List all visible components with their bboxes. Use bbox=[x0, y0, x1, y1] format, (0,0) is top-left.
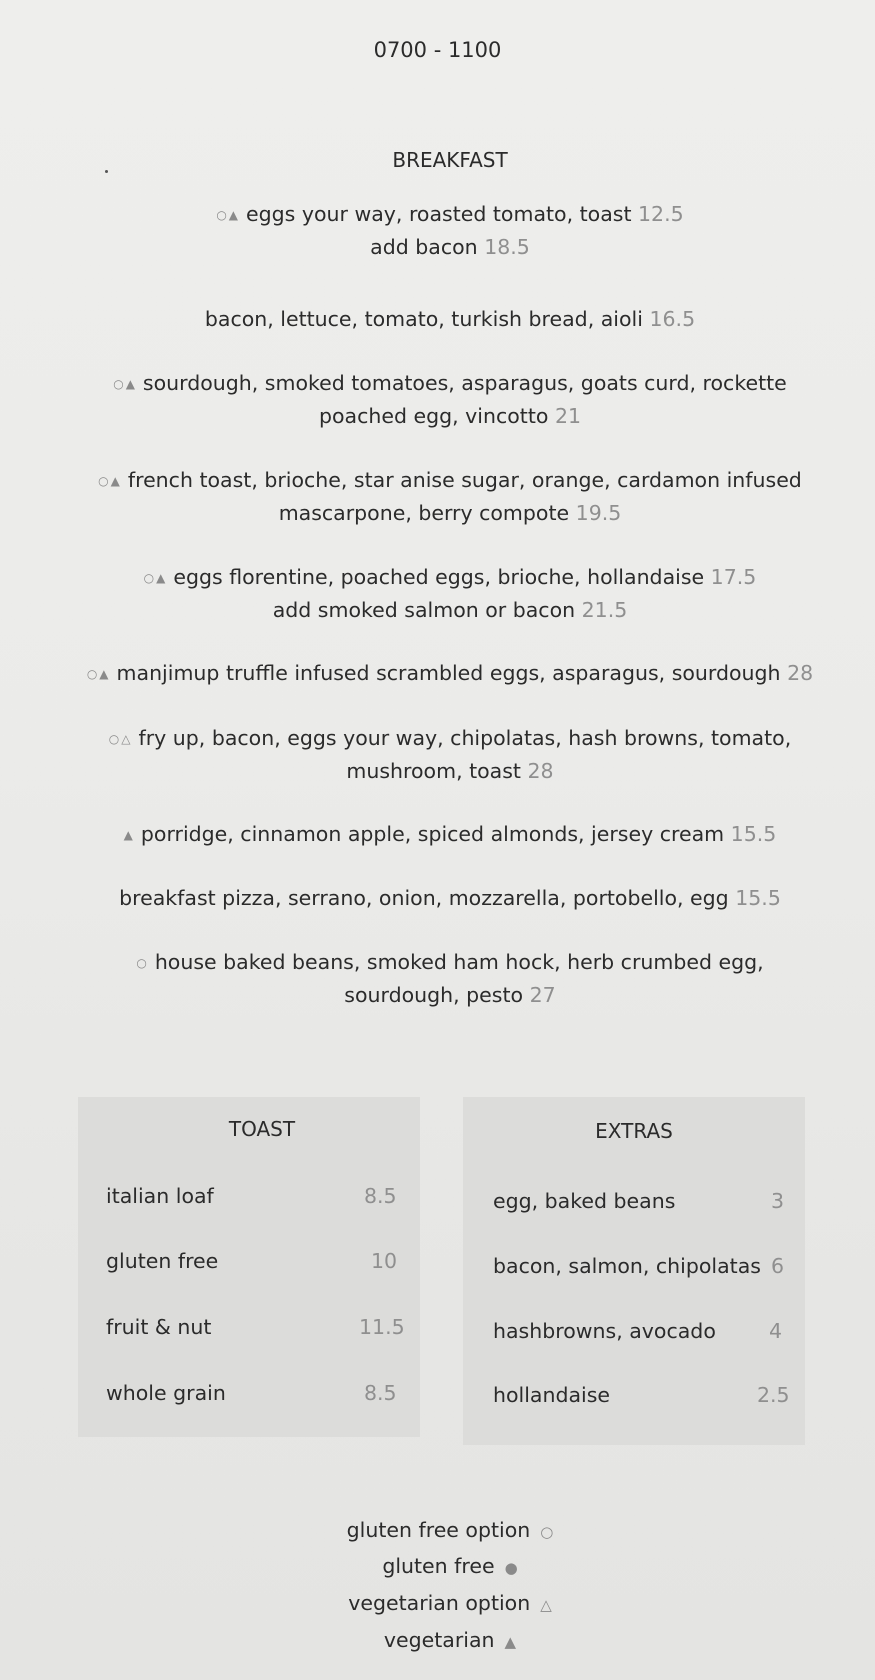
toast-price: 8.5 bbox=[364, 1381, 397, 1405]
item-price: 21.5 bbox=[581, 598, 628, 622]
menu-item-line bbox=[0, 755, 875, 787]
menu-item-line bbox=[0, 367, 875, 400]
extras-title: EXTRAS bbox=[595, 1119, 673, 1143]
item-text: manjimup truffle infused scrambled eggs, asparagus, sourdough bbox=[116, 661, 781, 685]
toast-name: fruit & nut bbox=[106, 1315, 212, 1339]
extras-panel bbox=[463, 1097, 805, 1445]
item-text: mushroom, toast bbox=[346, 759, 521, 783]
extras-row bbox=[493, 1254, 785, 1278]
dietary-symbol-icon: ○△ bbox=[108, 732, 133, 746]
item-price: 27 bbox=[529, 983, 556, 1007]
extras-name: egg, baked beans bbox=[493, 1189, 676, 1213]
item-price: 17.5 bbox=[710, 565, 757, 589]
menu-item-line bbox=[0, 818, 875, 851]
item-text: mascarpone, berry compote bbox=[278, 501, 570, 525]
extras-name: bacon, salmon, chipolatas bbox=[493, 1254, 761, 1278]
item-price: 28 bbox=[527, 759, 554, 783]
item-text: sourdough, smoked tomatoes, asparagus, goats curd, rockette bbox=[142, 371, 787, 395]
item-text: french toast, brioche, star anise sugar, orange, cardamon infused bbox=[127, 468, 802, 492]
dietary-symbol-icon: ▲ bbox=[123, 828, 135, 842]
legend-label: gluten free option bbox=[346, 1518, 531, 1542]
toast-name: gluten free bbox=[106, 1249, 219, 1273]
section-title: BREAKFAST bbox=[392, 148, 508, 172]
item-text: house baked beans, smoked ham hock, herb crumbed egg, bbox=[154, 950, 764, 974]
item-text: eggs your way, roasted tomato, toast bbox=[246, 202, 632, 226]
menu-item bbox=[0, 198, 875, 263]
item-text: add bacon bbox=[370, 235, 478, 259]
extras-name: hollandaise bbox=[493, 1383, 611, 1407]
item-text: sourdough, pesto bbox=[344, 983, 524, 1007]
item-text: add smoked salmon or bacon bbox=[272, 598, 576, 622]
menu-item bbox=[0, 882, 875, 914]
triangle-filled-icon: ▲ bbox=[504, 1633, 517, 1651]
menu-item-line bbox=[0, 946, 875, 979]
item-text: poached egg, vincotto bbox=[318, 404, 549, 428]
item-text: breakfast pizza, serrano, onion, mozzarella, portobello, egg bbox=[119, 886, 729, 910]
item-price: 21 bbox=[554, 404, 582, 428]
item-text: porridge, cinnamon apple, spiced almonds, jersey cream bbox=[140, 822, 725, 846]
toast-name: whole grain bbox=[106, 1381, 226, 1405]
menu-item-line bbox=[0, 722, 875, 755]
item-price: 12.5 bbox=[638, 202, 684, 226]
menu-item bbox=[0, 818, 875, 851]
dietary-symbol-icon: ○ bbox=[136, 956, 149, 970]
item-text: eggs florentine, poached eggs, brioche, hollandaise bbox=[173, 565, 705, 589]
toast-panel bbox=[78, 1097, 420, 1437]
menu-item-line bbox=[0, 657, 875, 690]
extras-price: 4 bbox=[769, 1319, 783, 1343]
item-price: 15.5 bbox=[730, 822, 777, 846]
legend-gluten-free bbox=[0, 1554, 875, 1578]
toast-row bbox=[106, 1249, 398, 1273]
menu-item-line bbox=[0, 497, 875, 529]
extras-price: 6 bbox=[771, 1254, 785, 1278]
circle-filled-icon: ● bbox=[504, 1559, 518, 1577]
extras-name: hashbrowns, avocado bbox=[493, 1319, 716, 1343]
toast-price: 8.5 bbox=[364, 1184, 397, 1208]
menu-item-line bbox=[0, 198, 875, 231]
menu-item bbox=[0, 367, 875, 432]
menu-item bbox=[0, 303, 875, 335]
menu-item bbox=[0, 464, 875, 529]
toast-price: 10 bbox=[371, 1249, 398, 1273]
item-price: 28 bbox=[787, 661, 814, 685]
dietary-symbol-icon: ○▲ bbox=[86, 667, 111, 681]
extras-row bbox=[493, 1189, 785, 1213]
toast-row bbox=[106, 1315, 405, 1339]
toast-row bbox=[106, 1381, 397, 1405]
toast-price: 11.5 bbox=[359, 1315, 405, 1339]
legend-label: vegetarian option bbox=[348, 1591, 531, 1615]
menu-item-line bbox=[0, 594, 875, 626]
menu-item bbox=[0, 946, 875, 1011]
legend-label: vegetarian bbox=[383, 1628, 495, 1652]
toast-name: italian loaf bbox=[106, 1184, 214, 1208]
menu-item-line bbox=[0, 979, 875, 1011]
extras-row bbox=[493, 1383, 790, 1407]
menu-item bbox=[0, 657, 875, 690]
item-price: 16.5 bbox=[649, 307, 696, 331]
item-price: 19.5 bbox=[575, 501, 622, 525]
toast-title: TOAST bbox=[228, 1117, 296, 1141]
dietary-symbol-icon: ○▲ bbox=[98, 474, 122, 488]
menu-item-line bbox=[0, 303, 875, 335]
dietary-symbol-icon: ○▲ bbox=[216, 208, 241, 222]
dietary-symbol-icon: ○▲ bbox=[113, 377, 137, 391]
toast-row bbox=[106, 1184, 397, 1208]
item-price: 18.5 bbox=[484, 235, 530, 259]
item-text: bacon, lettuce, tomato, turkish bread, aioli bbox=[204, 307, 643, 331]
menu-item-line bbox=[0, 561, 875, 594]
menu-item-line bbox=[0, 464, 875, 497]
extras-price: 3 bbox=[771, 1189, 785, 1213]
extras-row bbox=[493, 1319, 783, 1343]
circle-outline-icon: ○ bbox=[540, 1523, 554, 1541]
legend-vegetarian-option bbox=[0, 1591, 875, 1615]
legend-label: gluten free bbox=[382, 1554, 495, 1578]
item-price: 15.5 bbox=[735, 886, 781, 910]
menu-item-line bbox=[0, 231, 875, 263]
item-text: fry up, bacon, eggs your way, chipolatas, hash browns, tomato, bbox=[138, 726, 792, 750]
legend-vegetarian bbox=[0, 1628, 875, 1652]
menu-item-line bbox=[0, 882, 875, 914]
menu-item bbox=[0, 722, 875, 787]
triangle-outline-icon: △ bbox=[540, 1596, 552, 1614]
menu-item-line bbox=[0, 400, 875, 432]
dietary-symbol-icon: ○▲ bbox=[143, 571, 168, 585]
legend-gluten-free-option bbox=[0, 1518, 875, 1542]
extras-price: 2.5 bbox=[757, 1383, 790, 1407]
menu-item bbox=[0, 561, 875, 626]
service-hours: 0700 - 1100 bbox=[373, 38, 502, 62]
